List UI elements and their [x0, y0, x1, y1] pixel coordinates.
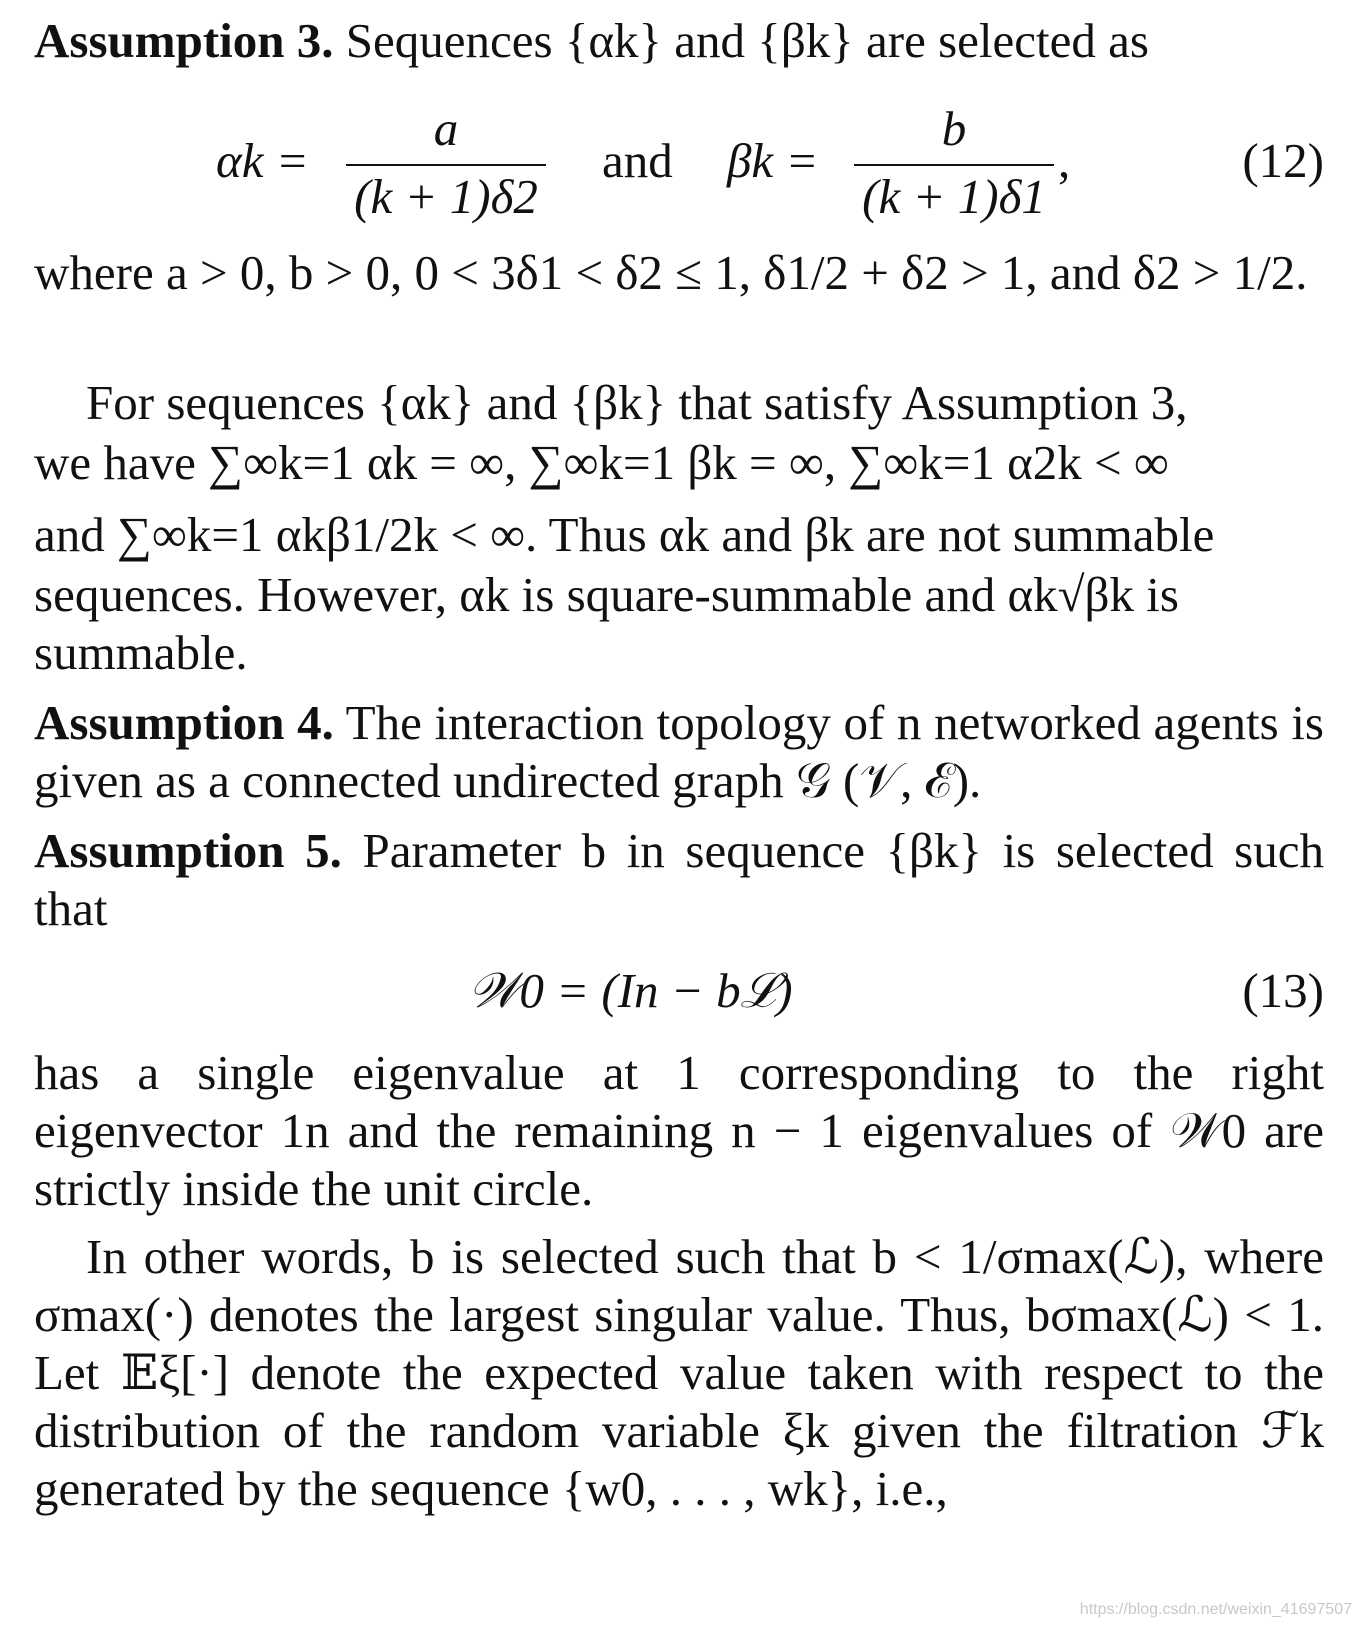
eq12-beta-fraction — [854, 100, 1054, 226]
eq12-alpha-numerator: a — [346, 100, 546, 166]
eq12-number: (12) — [1242, 133, 1324, 188]
where-conditions: where a > 0, b > 0, 0 < 3δ1 < δ2 ≤ 1, δ1/2 + δ2 > 1, and δ2 > 1/2. — [34, 245, 1308, 300]
assumption-3-text: Sequences {αk} and {βk} are selected as — [345, 13, 1149, 68]
eq13-number: (13) — [1242, 963, 1324, 1018]
assumption-5 — [34, 822, 1324, 938]
sequences-line-4: sequences. However, αk is square-summable and αk√βk is — [34, 567, 1179, 622]
other-words-paragraph: In other words, b is selected such that b < 1/σmax(ℒ), where σmax(·) denotes the largest singular value. Thus, bσmax(ℒ) < 1. Let 𝔼ξ[·] denote the expected value taken with respect to the distribution of the random variable ξk given the filtration ℱk generated by the sequence {w0, . . . , wk}, i.e., — [34, 1229, 1324, 1516]
eq12-alpha-lhs: αk = — [216, 133, 309, 188]
sequences-paragraph — [34, 374, 1324, 682]
eigenvalue-paragraph: has a single eigenvalue at 1 corresponding to the right eigenvector 1n and the remaining n − 1 eigenvalues of 𝒲0 are strictly inside the unit circle. — [34, 1045, 1324, 1216]
watermark: https://blog.csdn.net/weixin_41697507 — [1079, 1601, 1352, 1618]
sequences-line-2: we have ∑∞k=1 αk = ∞, ∑∞k=1 βk = ∞, ∑∞k=1 α2k < ∞ — [34, 435, 1169, 490]
sequences-line-5: summable. — [34, 625, 248, 680]
assumption-4 — [34, 694, 1324, 810]
assumption-3-label: Assumption 3. — [34, 13, 334, 68]
assumption-5-text: Parameter b in sequence {βk} is selected such that — [34, 823, 1325, 936]
eq12-alpha-denominator: (k + 1)δ2 — [354, 169, 538, 224]
eq13-expression: 𝒲0 = (In − bℒ) — [468, 963, 793, 1018]
assumption-4-text: The interaction topology of n networked agents is given as a connected undirected graph 𝒢 (𝒱, ℰ). — [34, 695, 1325, 808]
assumption-5-label: Assumption 5. — [34, 823, 342, 878]
eq12-beta-denominator: (k + 1)δ1 — [862, 169, 1046, 224]
eq12-beta-numerator: b — [854, 100, 1054, 166]
equation-12: αk = $\frac{a}{(k + 1)\delta 2}$ and βk = $\frac{b}{(k + 1)\delta 1}$ , (12) — [216, 101, 1324, 224]
eq12-beta-lhs: βk = — [727, 133, 819, 188]
assumption-3 — [34, 12, 1324, 70]
assumption-4-label: Assumption 4. — [34, 695, 334, 750]
equation-13 — [34, 958, 1324, 1028]
eq12-alpha-fraction — [346, 100, 546, 226]
eq12-and: and — [602, 133, 673, 188]
sequences-line-3: and ∑∞k=1 αkβ1/2k < ∞. Thus αk and βk are not summable — [34, 507, 1215, 562]
sequences-line-1: For sequences {αk} and {βk} that satisfy Assumption 3, — [86, 375, 1188, 430]
